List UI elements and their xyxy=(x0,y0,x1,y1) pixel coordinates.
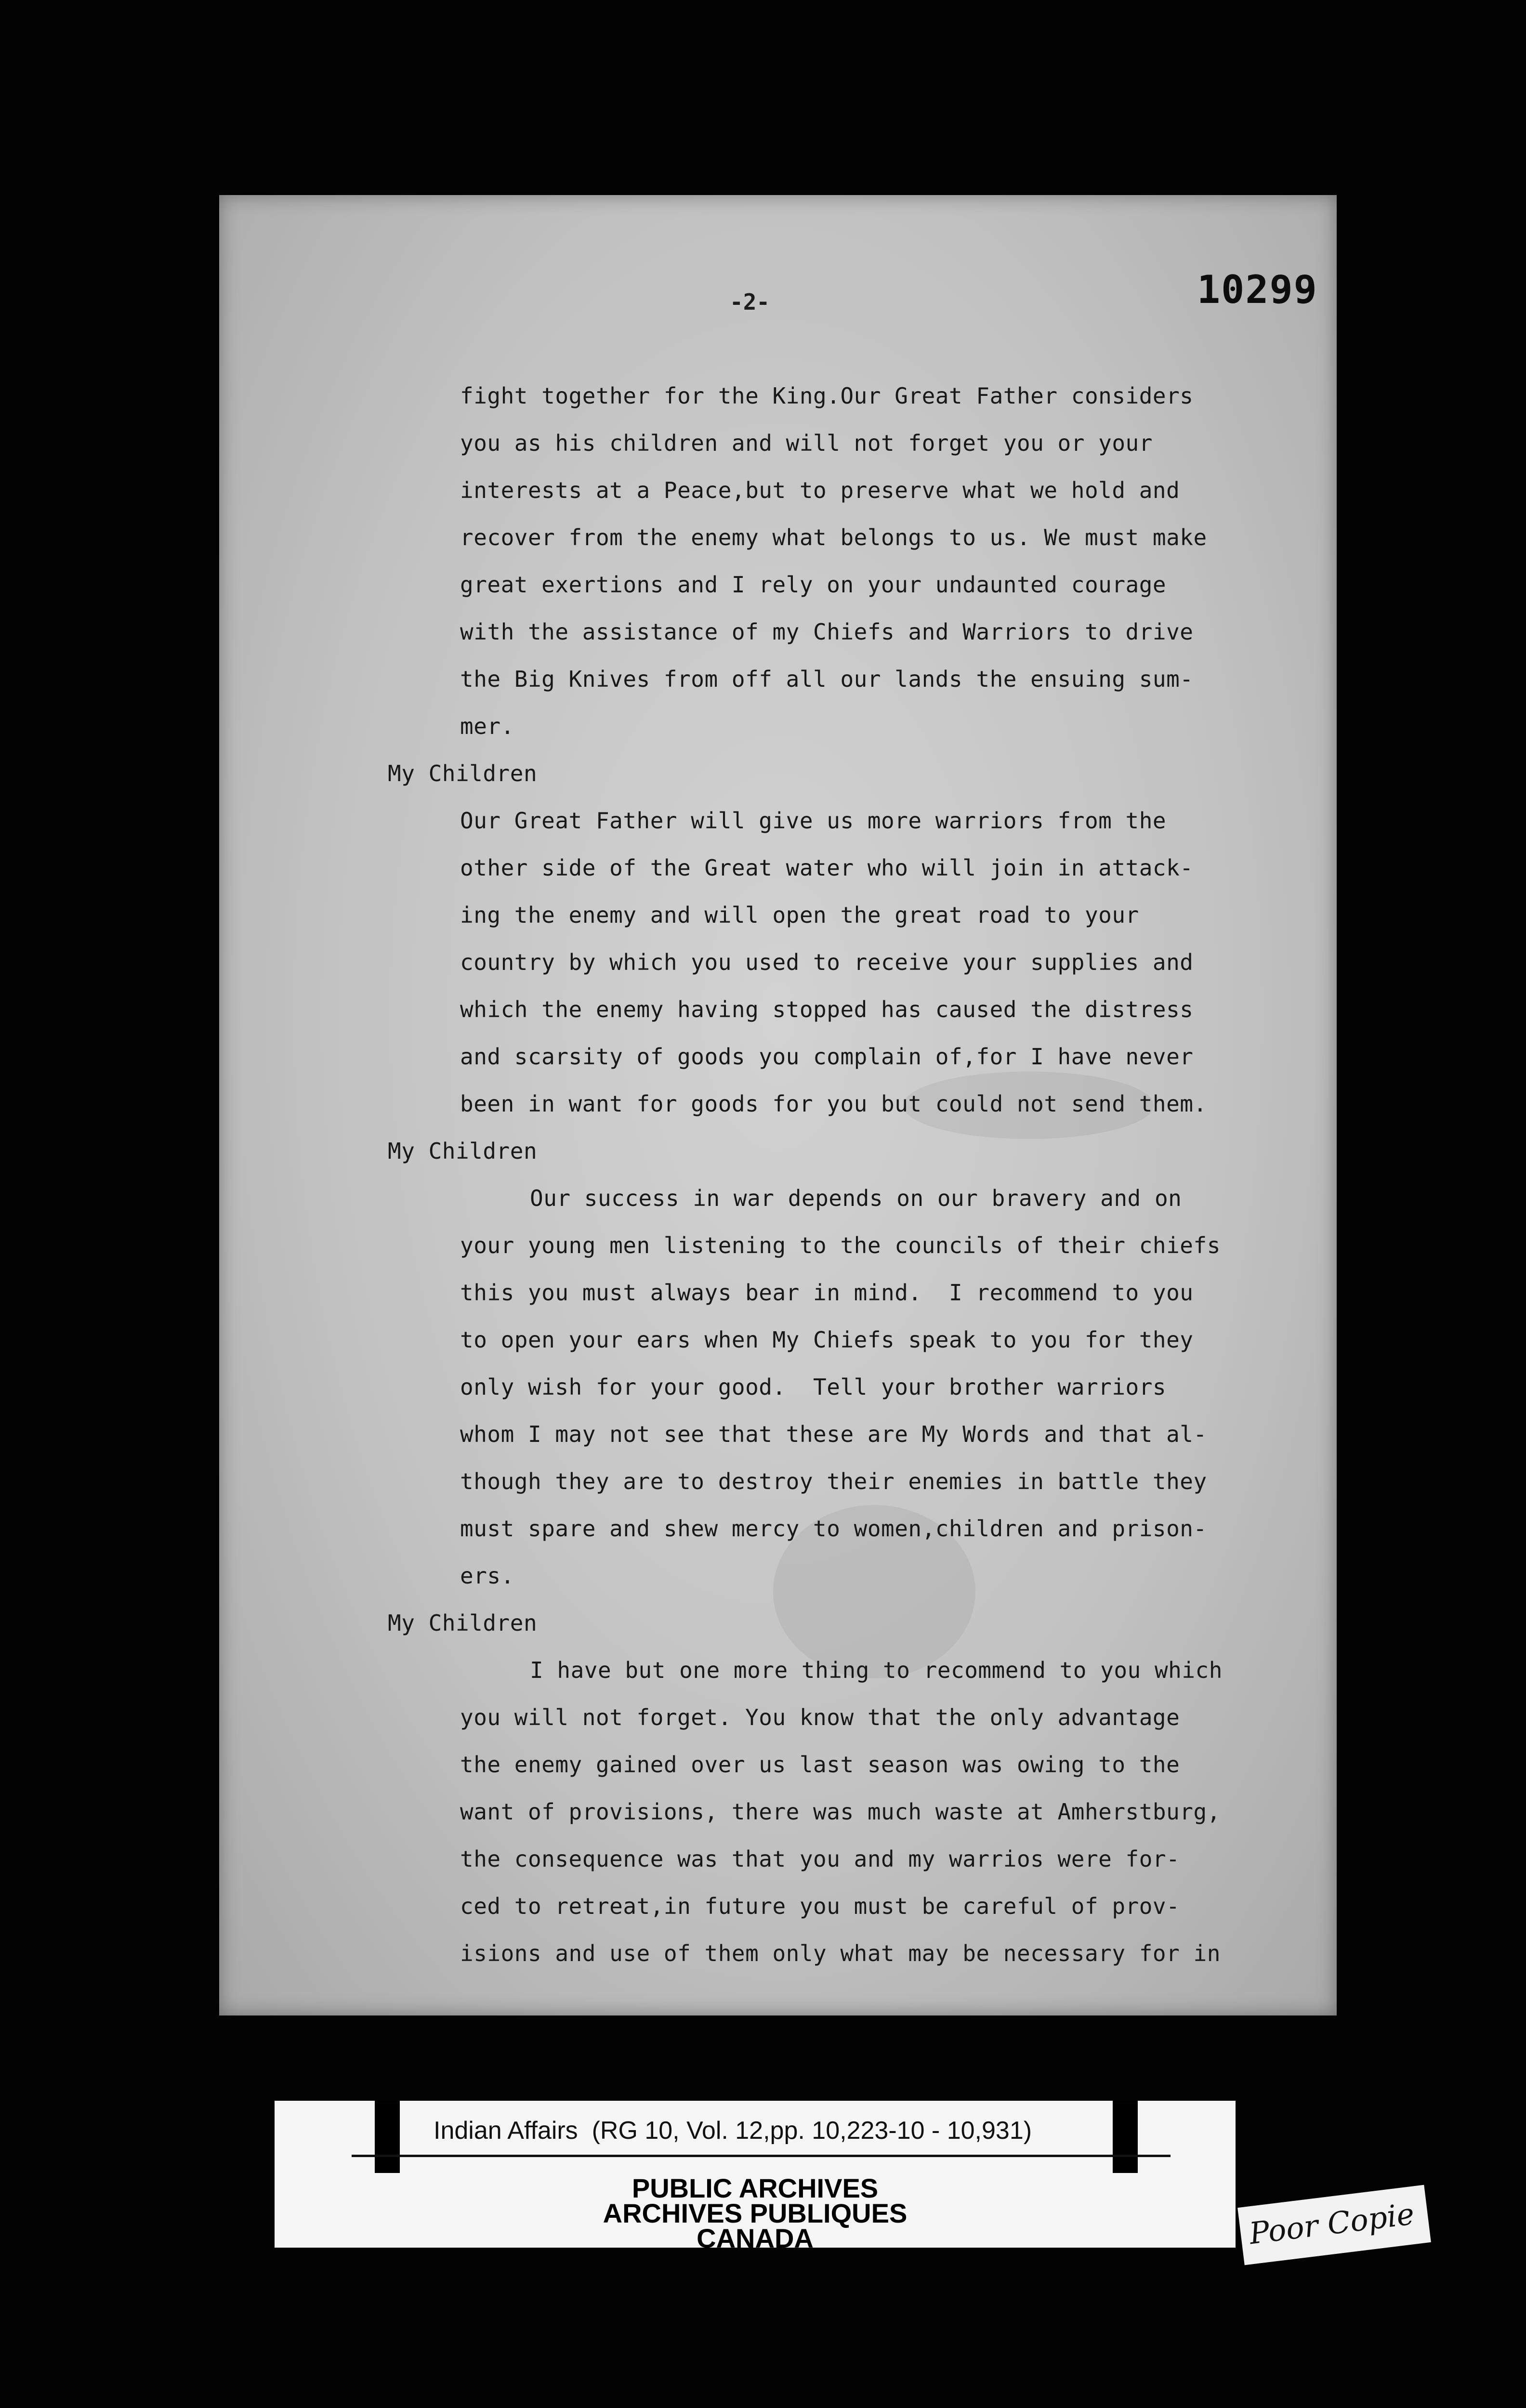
section-heading: My Children xyxy=(388,760,538,786)
text-line: isions and use of them only what may be necessary for in xyxy=(460,1940,1221,1966)
text-line: Our success in war depends on our bravery and on xyxy=(530,1185,1182,1211)
section-heading: My Children xyxy=(388,1138,538,1164)
text-line: recover from the enemy what belongs to us. We must make xyxy=(460,524,1207,550)
text-line: the enemy gained over us last season was owing to the xyxy=(460,1752,1180,1778)
text-line: and scarsity of goods you complain of,for I have never xyxy=(460,1044,1194,1070)
text-line: must spare and shew mercy to women,children and prison- xyxy=(460,1516,1207,1542)
text-line: you will not forget. You know that the only advantage xyxy=(460,1704,1180,1730)
label-tab-right xyxy=(1113,2101,1138,2173)
text-line: your young men listening to the councils of their chiefs xyxy=(460,1232,1221,1258)
text-line: want of provisions, there was much waste at Amherstburg, xyxy=(460,1799,1221,1825)
text-line: ced to retreat,in future you must be careful of prov- xyxy=(460,1893,1180,1919)
document-page xyxy=(219,195,1337,2015)
label-tab-left xyxy=(375,2101,400,2173)
text-line: the Big Knives from off all our lands the ensuing sum- xyxy=(460,666,1194,692)
archive-name-en: PUBLIC ARCHIVES xyxy=(631,2173,879,2203)
text-line: country by which you used to receive your supplies and xyxy=(460,949,1194,975)
text-line: ing the enemy and will open the great road to your xyxy=(460,902,1139,928)
text-line: mer. xyxy=(460,713,514,739)
text-line: though they are to destroy their enemies in battle they xyxy=(460,1468,1207,1494)
text-line: interests at a Peace,but to preserve what we hold and xyxy=(460,477,1180,503)
archive-label xyxy=(275,2101,1236,2253)
text-line: to open your ears when My Chiefs speak to you for they xyxy=(460,1327,1194,1353)
text-line: whom I may not see that these are My Words and that al- xyxy=(460,1421,1207,1447)
text-line: fight together for the King.Our Great Father considers xyxy=(460,383,1194,409)
reference-rule xyxy=(352,2155,1171,2157)
text-line: with the assistance of my Chiefs and Warriors to drive xyxy=(460,619,1194,645)
text-line: ers. xyxy=(460,1563,514,1589)
handwritten-note: Poor Copie xyxy=(1247,2196,1416,2251)
text-line: you as his children and will not forget you or your xyxy=(460,430,1153,456)
text-line: this you must always bear in mind. I recommend to you xyxy=(460,1280,1194,1306)
text-line: Our Great Father will give us more warriors from the xyxy=(460,808,1167,834)
text-line: other side of the Great water who will join in attack- xyxy=(460,855,1194,881)
reference-citation: Indian Affairs (RG 10, Vol. 12,pp. 10,223-10 - 10,931) xyxy=(434,2117,1032,2145)
page-number: -2- xyxy=(730,289,770,315)
section-heading: My Children xyxy=(388,1610,538,1636)
archive-name-fr: ARCHIVES PUBLIQUES xyxy=(603,2198,908,2228)
text-line: the consequence was that you and my warrios were for- xyxy=(460,1846,1180,1872)
text-line: only wish for your good. Tell your brother warriors xyxy=(460,1374,1167,1400)
text-line: great exertions and I rely on your undaunted courage xyxy=(460,572,1167,598)
handwritten-note-slip xyxy=(1237,2185,1431,2265)
archive-country: CANADA xyxy=(697,2223,814,2253)
folio-number: 10299 xyxy=(1197,267,1318,312)
text-line: been in want for goods for you but could not send them. xyxy=(460,1091,1207,1117)
text-line: I have but one more thing to recommend to you which xyxy=(530,1657,1223,1683)
text-line: which the enemy having stopped has caused the distress xyxy=(460,996,1194,1022)
